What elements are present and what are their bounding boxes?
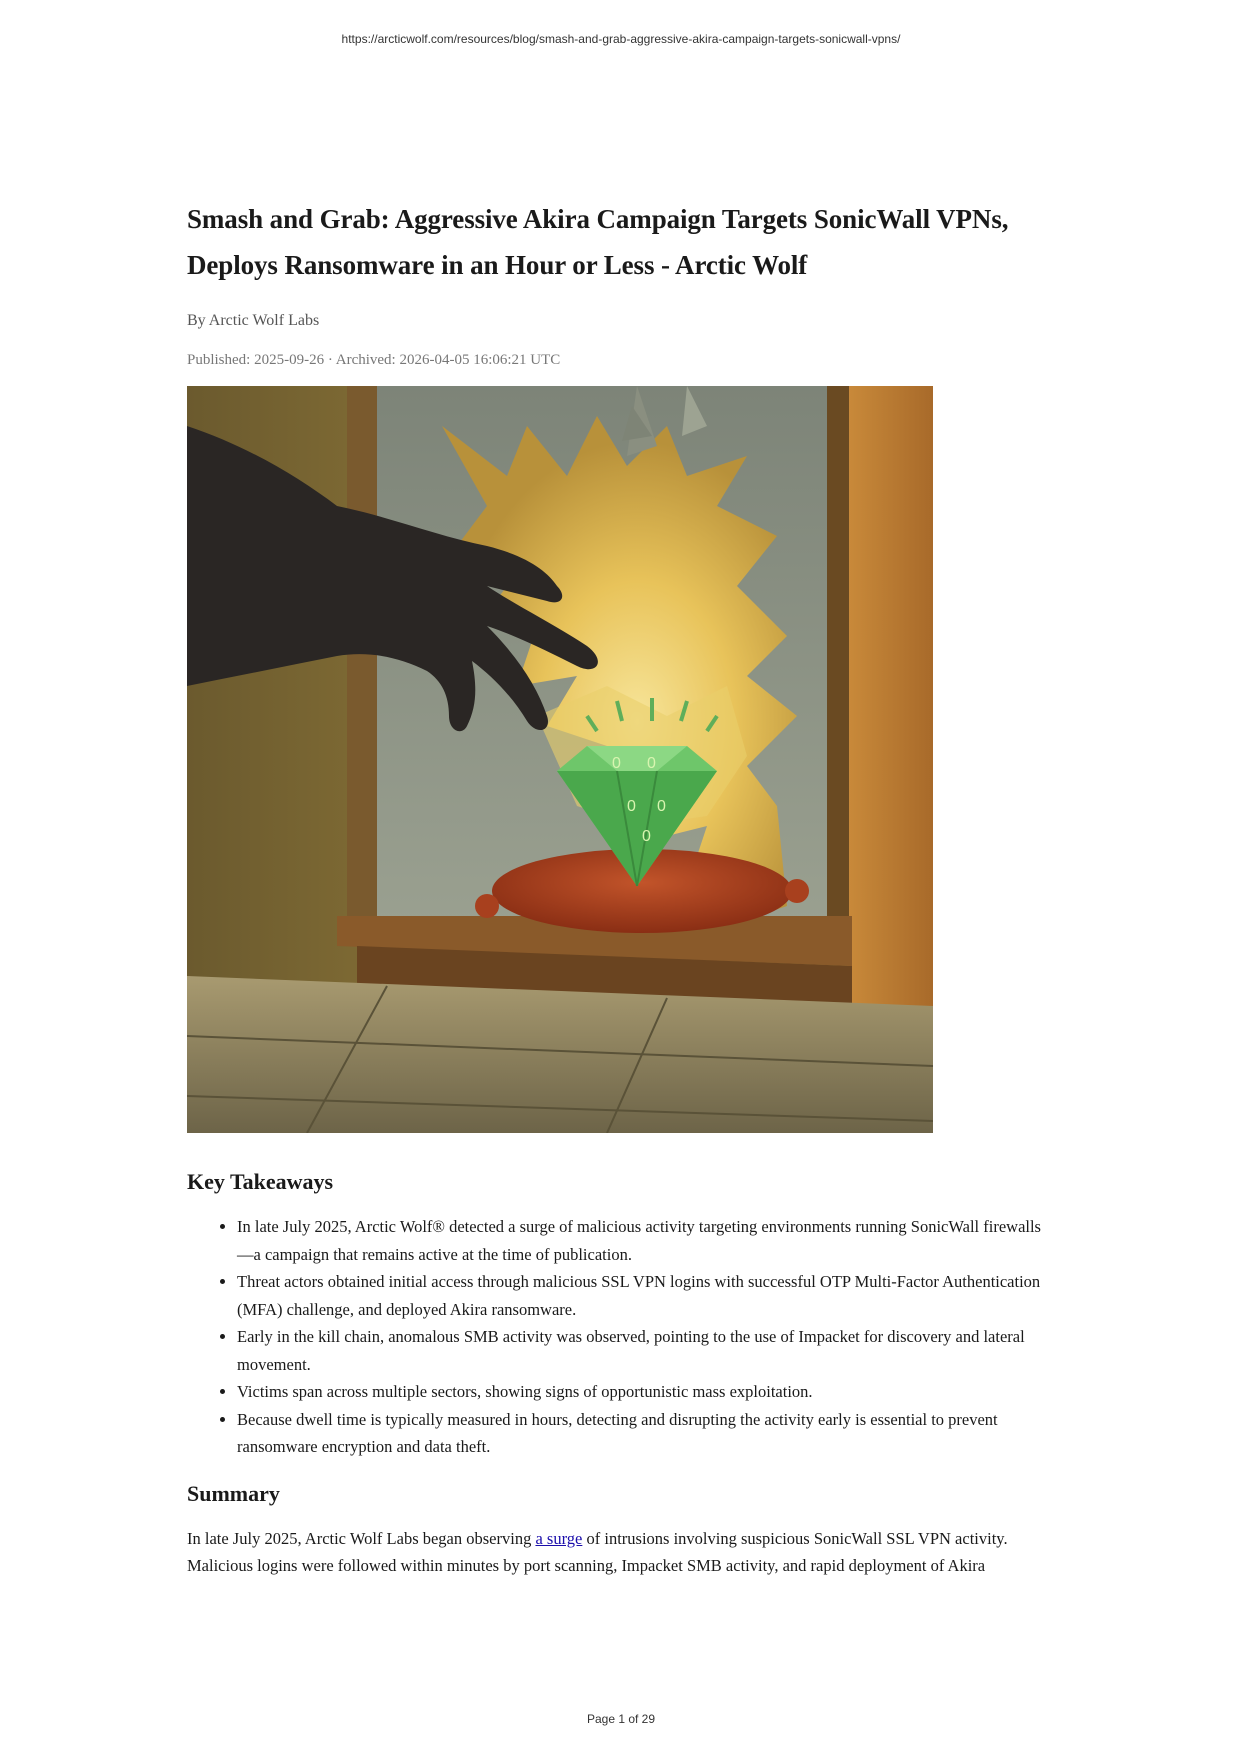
page-number: Page 1 of 29 <box>586 1712 656 1726</box>
svg-text:0: 0 <box>642 828 651 845</box>
list-item: • Early in the kill chain, anomalous SMB activity was observed, pointing to the use of Impacket for discovery and lateral movement. <box>237 1323 1057 1378</box>
hero-illustration <box>187 386 933 1133</box>
key-takeaways-list <box>187 1213 1057 1461</box>
article-meta: Published: 2025-09-26 · Archived: 2026-04-05 16:06:21 UTC <box>187 352 561 368</box>
article-title: Smash and Grab: Aggressive Akira Campaign Targets SonicWall VPNs, Deploys Ransomware in an Hour or Less - Arctic Wolf <box>187 204 1009 280</box>
summary-heading: Summary <box>187 1480 280 1506</box>
summary-text-after-link: of intrusions involving suspicious SonicWall SSL VPN activity. Malicious logins were followed within minutes by port scanning, Impacket SMB activity, and rapid deployment of Akira <box>187 1528 1008 1575</box>
page-url-header: https://arcticwolf.com/resources/blog/smash-and-grab-aggressive-akira-campaign-targets-sonicwall-vpns/ <box>341 32 901 46</box>
article-content <box>187 196 1057 1580</box>
list-item: • Victims span across multiple sectors, showing signs of opportunistic mass exploitation. <box>237 1378 1057 1406</box>
article-byline: By Arctic Wolf Labs <box>187 312 320 329</box>
summary-paragraph <box>187 1525 1057 1580</box>
surge-link[interactable]: a surge <box>535 1528 583 1548</box>
key-takeaways-heading: Key Takeaways <box>187 1169 334 1194</box>
svg-text:0: 0 <box>657 798 666 815</box>
svg-text:0: 0 <box>612 755 621 772</box>
list-item: • In late July 2025, Arctic Wolf® detected a surge of malicious activity targeting environments running SonicWall firewalls—a campaign that remains active at the time of publication. <box>237 1213 1057 1268</box>
list-item: • Threat actors obtained initial access through malicious SSL VPN logins with successful OTP Multi-Factor Authentication (MFA) challenge, and deployed Akira ransomware. <box>237 1268 1057 1323</box>
svg-text:0: 0 <box>647 755 656 772</box>
svg-text:0: 0 <box>627 798 636 815</box>
summary-text-before-link: In late July 2025, Arctic Wolf Labs began observing <box>187 1528 536 1548</box>
list-item: • Because dwell time is typically measured in hours, detecting and disrupting the activity early is essential to prevent ransomware encryption and data theft. <box>237 1406 1057 1461</box>
